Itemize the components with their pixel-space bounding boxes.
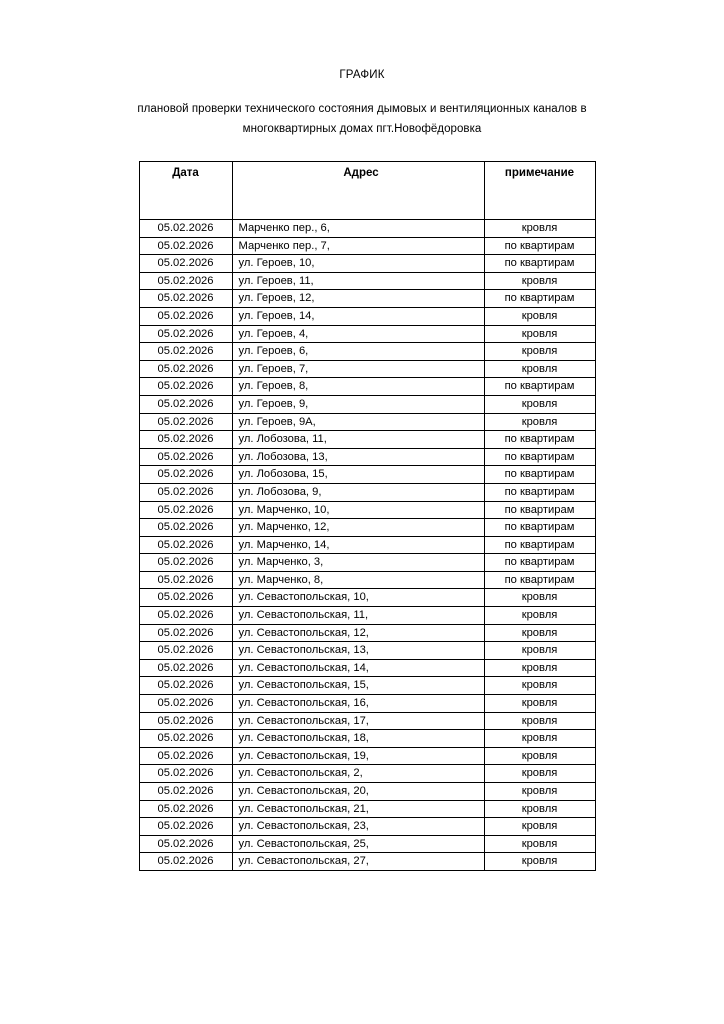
cell-address: ул. Севастопольская, 19, xyxy=(232,747,484,765)
table-row xyxy=(139,800,595,818)
cell-note: кровля xyxy=(484,677,595,695)
cell-date: 05.02.2026 xyxy=(139,290,232,308)
cell-note: кровля xyxy=(484,835,595,853)
table-row xyxy=(139,677,595,695)
cell-note: кровля xyxy=(484,695,595,713)
table-row xyxy=(139,325,595,343)
cell-address: ул. Севастопольская, 2, xyxy=(232,765,484,783)
cell-date: 05.02.2026 xyxy=(139,343,232,361)
cell-date: 05.02.2026 xyxy=(139,483,232,501)
table-header-row xyxy=(139,162,595,220)
cell-note: по квартирам xyxy=(484,431,595,449)
cell-date: 05.02.2026 xyxy=(139,589,232,607)
page-title: ГРАФИК xyxy=(339,69,385,81)
cell-address: ул. Героев, 11, xyxy=(232,272,484,290)
cell-note: кровля xyxy=(484,589,595,607)
subtitle-line-2: многоквартирных домах пгт.Новофёдоровка xyxy=(242,123,482,135)
table-row xyxy=(139,237,595,255)
table-row xyxy=(139,413,595,431)
cell-note: кровля xyxy=(484,624,595,642)
cell-date: 05.02.2026 xyxy=(139,554,232,572)
table-row xyxy=(139,501,595,519)
cell-note: кровля xyxy=(484,413,595,431)
table-row xyxy=(139,607,595,625)
cell-date: 05.02.2026 xyxy=(139,325,232,343)
cell-date: 05.02.2026 xyxy=(139,800,232,818)
cell-note: кровля xyxy=(484,818,595,836)
cell-address: ул. Севастопольская, 11, xyxy=(232,607,484,625)
table-row xyxy=(139,466,595,484)
schedule-table-container xyxy=(139,139,586,871)
table-row xyxy=(139,519,595,537)
cell-date: 05.02.2026 xyxy=(139,237,232,255)
cell-note: кровля xyxy=(484,765,595,783)
cell-note: по квартирам xyxy=(484,448,595,466)
schedule-table xyxy=(139,161,596,871)
cell-address: Марченко пер., 6, xyxy=(232,220,484,238)
table-row xyxy=(139,554,595,572)
cell-note: по квартирам xyxy=(484,290,595,308)
cell-note: кровля xyxy=(484,712,595,730)
cell-note: кровля xyxy=(484,800,595,818)
cell-date: 05.02.2026 xyxy=(139,765,232,783)
cell-address: ул. Лобозова, 13, xyxy=(232,448,484,466)
table-row xyxy=(139,343,595,361)
cell-note: кровля xyxy=(484,220,595,238)
cell-address: ул. Марченко, 8, xyxy=(232,571,484,589)
cell-address: ул. Севастопольская, 15, xyxy=(232,677,484,695)
cell-note: по квартирам xyxy=(484,554,595,572)
cell-note: кровля xyxy=(484,343,595,361)
cell-date: 05.02.2026 xyxy=(139,747,232,765)
cell-date: 05.02.2026 xyxy=(139,624,232,642)
table-row xyxy=(139,712,595,730)
cell-date: 05.02.2026 xyxy=(139,818,232,836)
cell-address: ул. Лобозова, 11, xyxy=(232,431,484,449)
cell-note: по квартирам xyxy=(484,466,595,484)
cell-address: ул. Севастопольская, 23, xyxy=(232,818,484,836)
cell-address: ул. Севастопольская, 14, xyxy=(232,659,484,677)
cell-address: ул. Героев, 8, xyxy=(232,378,484,396)
table-row xyxy=(139,378,595,396)
table-body xyxy=(139,220,595,871)
table-row xyxy=(139,536,595,554)
table-row xyxy=(139,783,595,801)
table-row xyxy=(139,307,595,325)
cell-address: ул. Героев, 10, xyxy=(232,255,484,273)
cell-note: кровля xyxy=(484,395,595,413)
table-row xyxy=(139,642,595,660)
cell-note: кровля xyxy=(484,272,595,290)
table-row xyxy=(139,765,595,783)
cell-note: кровля xyxy=(484,307,595,325)
cell-address: ул. Севастопольская, 21, xyxy=(232,800,484,818)
cell-address: ул. Лобозова, 15, xyxy=(232,466,484,484)
cell-date: 05.02.2026 xyxy=(139,712,232,730)
cell-address: ул. Севастопольская, 13, xyxy=(232,642,484,660)
table-row xyxy=(139,624,595,642)
table-row xyxy=(139,659,595,677)
cell-address: ул. Лобозова, 9, xyxy=(232,483,484,501)
cell-note: по квартирам xyxy=(484,378,595,396)
cell-date: 05.02.2026 xyxy=(139,853,232,871)
table-row xyxy=(139,395,595,413)
cell-address: ул. Севастопольская, 16, xyxy=(232,695,484,713)
table-row xyxy=(139,747,595,765)
cell-date: 05.02.2026 xyxy=(139,413,232,431)
cell-date: 05.02.2026 xyxy=(139,466,232,484)
cell-date: 05.02.2026 xyxy=(139,536,232,554)
table-row xyxy=(139,835,595,853)
cell-note: кровля xyxy=(484,360,595,378)
document-subtitle xyxy=(122,82,602,139)
cell-address: ул. Севастопольская, 17, xyxy=(232,712,484,730)
cell-note: по квартирам xyxy=(484,571,595,589)
table-row xyxy=(139,483,595,501)
cell-note: кровля xyxy=(484,853,595,871)
cell-date: 05.02.2026 xyxy=(139,677,232,695)
cell-date: 05.02.2026 xyxy=(139,519,232,537)
cell-note: кровля xyxy=(484,783,595,801)
table-row xyxy=(139,571,595,589)
table-row xyxy=(139,448,595,466)
table-row xyxy=(139,255,595,273)
cell-note: по квартирам xyxy=(484,501,595,519)
column-header-note: примечание xyxy=(484,162,595,220)
table-row xyxy=(139,360,595,378)
cell-address: ул. Героев, 7, xyxy=(232,360,484,378)
cell-address: ул. Марченко, 10, xyxy=(232,501,484,519)
cell-note: кровля xyxy=(484,730,595,748)
cell-address: ул. Севастопольская, 12, xyxy=(232,624,484,642)
cell-address: ул. Героев, 14, xyxy=(232,307,484,325)
table-row xyxy=(139,695,595,713)
table-row xyxy=(139,853,595,871)
table-row xyxy=(139,818,595,836)
cell-address: Марченко пер., 7, xyxy=(232,237,484,255)
table-row xyxy=(139,730,595,748)
cell-date: 05.02.2026 xyxy=(139,659,232,677)
cell-date: 05.02.2026 xyxy=(139,272,232,290)
cell-note: кровля xyxy=(484,642,595,660)
cell-date: 05.02.2026 xyxy=(139,431,232,449)
table-row xyxy=(139,272,595,290)
cell-address: ул. Севастопольская, 18, xyxy=(232,730,484,748)
cell-date: 05.02.2026 xyxy=(139,255,232,273)
cell-address: ул. Севастопольская, 25, xyxy=(232,835,484,853)
table-row xyxy=(139,589,595,607)
cell-address: ул. Марченко, 14, xyxy=(232,536,484,554)
cell-date: 05.02.2026 xyxy=(139,307,232,325)
cell-note: по квартирам xyxy=(484,519,595,537)
cell-address: ул. Героев, 9А, xyxy=(232,413,484,431)
table-row xyxy=(139,431,595,449)
cell-date: 05.02.2026 xyxy=(139,642,232,660)
cell-date: 05.02.2026 xyxy=(139,501,232,519)
cell-date: 05.02.2026 xyxy=(139,835,232,853)
cell-date: 05.02.2026 xyxy=(139,360,232,378)
table-row xyxy=(139,290,595,308)
cell-note: кровля xyxy=(484,747,595,765)
cell-address: ул. Марченко, 12, xyxy=(232,519,484,537)
cell-date: 05.02.2026 xyxy=(139,730,232,748)
column-header-date: Дата xyxy=(139,162,232,220)
cell-date: 05.02.2026 xyxy=(139,607,232,625)
cell-address: ул. Севастопольская, 20, xyxy=(232,783,484,801)
cell-address: ул. Марченко, 3, xyxy=(232,554,484,572)
cell-note: по квартирам xyxy=(484,237,595,255)
cell-date: 05.02.2026 xyxy=(139,220,232,238)
column-header-address: Адрес xyxy=(232,162,484,220)
cell-date: 05.02.2026 xyxy=(139,448,232,466)
cell-date: 05.02.2026 xyxy=(139,395,232,413)
cell-date: 05.02.2026 xyxy=(139,571,232,589)
cell-note: кровля xyxy=(484,607,595,625)
cell-address: ул. Героев, 6, xyxy=(232,343,484,361)
cell-date: 05.02.2026 xyxy=(139,695,232,713)
cell-date: 05.02.2026 xyxy=(139,378,232,396)
cell-address: ул. Героев, 12, xyxy=(232,290,484,308)
cell-address: ул. Севастопольская, 27, xyxy=(232,853,484,871)
table-head xyxy=(139,162,595,220)
cell-note: по квартирам xyxy=(484,536,595,554)
table-row xyxy=(139,220,595,238)
subtitle-line-1: плановой проверки технического состояния дымовых и вентиляционных каналов в xyxy=(137,103,587,115)
cell-note: по квартирам xyxy=(484,255,595,273)
cell-address: ул. Севастопольская, 10, xyxy=(232,589,484,607)
cell-note: по квартирам xyxy=(484,483,595,501)
cell-note: кровля xyxy=(484,659,595,677)
cell-date: 05.02.2026 xyxy=(139,783,232,801)
cell-address: ул. Героев, 9, xyxy=(232,395,484,413)
cell-address: ул. Героев, 4, xyxy=(232,325,484,343)
cell-note: кровля xyxy=(484,325,595,343)
